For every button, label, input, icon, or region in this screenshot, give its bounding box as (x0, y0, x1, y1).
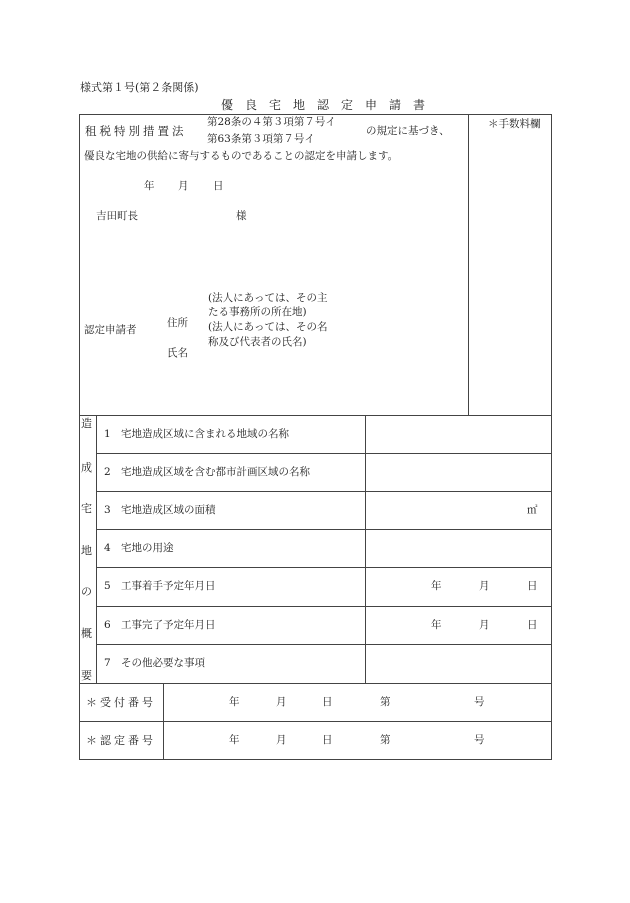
row-divider-3 (96, 529, 552, 530)
clause-line-2: 第63条第３項第７号イ (207, 133, 315, 145)
completion-year: 年 (431, 619, 442, 631)
address-label: 住所 (167, 317, 188, 329)
vertical-label-char: の (81, 585, 92, 598)
row-number: 1 (104, 428, 111, 440)
date-day: 日 (213, 180, 224, 192)
law-name: 租税特別措置法 (85, 124, 187, 138)
row-label-area-name: 宅地造成区域に含まれる地域の名称 (121, 428, 289, 440)
reception-dai: 第 (380, 696, 391, 708)
vertical-label-char: 地 (81, 544, 92, 557)
date-year: 年 (144, 180, 155, 192)
certification-day: 日 (322, 734, 333, 746)
row-divider-6 (96, 644, 552, 645)
row-number: 4 (104, 542, 111, 554)
reception-year: 年 (229, 696, 240, 708)
area-unit: ㎡ (527, 504, 538, 516)
vertical-label-char: 造 (81, 417, 92, 430)
row-label-area-size: 宅地造成区域の面積 (121, 504, 216, 516)
completion-day: 日 (527, 619, 538, 631)
name-note-1: (法人にあっては、その名 (208, 321, 328, 333)
row-divider-1 (96, 453, 552, 454)
row-label-completion-date: 工事完了予定年月日 (121, 619, 216, 631)
row-number: 5 (104, 580, 111, 592)
based-on-text: の規定に基づき、 (366, 125, 450, 137)
vertical-label-char: 概 (81, 627, 92, 640)
certification-month: 月 (276, 734, 287, 746)
form-label: 様式第１号(第２条関係) (80, 81, 199, 94)
address-note-2: たる事務所の所在地) (208, 306, 307, 318)
applicant-label: 認定申請者 (84, 324, 137, 336)
overview-bottom (79, 683, 552, 684)
row-number: 7 (104, 657, 111, 669)
address-note-1: (法人にあっては、その主 (208, 292, 328, 304)
name-note-2: 称及び代表者の氏名) (208, 336, 307, 348)
date-month: 月 (178, 180, 189, 192)
start-year: 年 (431, 580, 442, 592)
reception-number-label: ＊受付番号 (86, 696, 156, 709)
fee-column-divider (468, 114, 469, 415)
overview-value-divider (365, 415, 366, 683)
certification-number-label: ＊認定番号 (86, 734, 156, 747)
row-label-other: その他必要な事項 (121, 657, 205, 669)
row-number: 2 (104, 466, 111, 478)
application-sentence: 優良な宅地の供給に寄与するものであることの認定を申請します。 (84, 150, 399, 162)
vertical-label-char: 成 (81, 461, 92, 474)
upper-section-bottom (79, 415, 552, 416)
row-divider-2 (96, 491, 552, 492)
certification-go: 号 (474, 734, 485, 746)
row-label-land-use: 宅地の用途 (121, 542, 174, 554)
row-label-start-date: 工事着手予定年月日 (121, 580, 216, 592)
fee-label: ＊手数料欄 (488, 118, 541, 130)
name-label: 氏名 (167, 347, 188, 359)
row-number: 3 (104, 504, 111, 516)
page-title: 優 良 宅 地 認 定 申 請 書 (221, 98, 426, 112)
row-number: 6 (104, 619, 111, 631)
certification-dai: 第 (380, 734, 391, 746)
vertical-label-char: 要 (81, 669, 92, 682)
honorific: 様 (236, 210, 247, 222)
row-label-planning-area: 宅地造成区域を含む都市計画区域の名称 (121, 466, 310, 478)
clause-line-1: 第28条の４第３項第７号イ (207, 116, 336, 128)
start-day: 日 (527, 580, 538, 592)
footer-row-divider (79, 721, 552, 722)
row-divider-5 (96, 606, 552, 607)
certification-year: 年 (229, 734, 240, 746)
row-divider-4 (96, 567, 552, 568)
addressee: 吉田町長 (96, 210, 138, 222)
reception-month: 月 (276, 696, 287, 708)
reception-go: 号 (474, 696, 485, 708)
reception-day: 日 (322, 696, 333, 708)
vertical-label-char: 宅 (81, 502, 92, 515)
start-month: 月 (479, 580, 490, 592)
overview-label-divider (96, 415, 97, 683)
completion-month: 月 (479, 619, 490, 631)
